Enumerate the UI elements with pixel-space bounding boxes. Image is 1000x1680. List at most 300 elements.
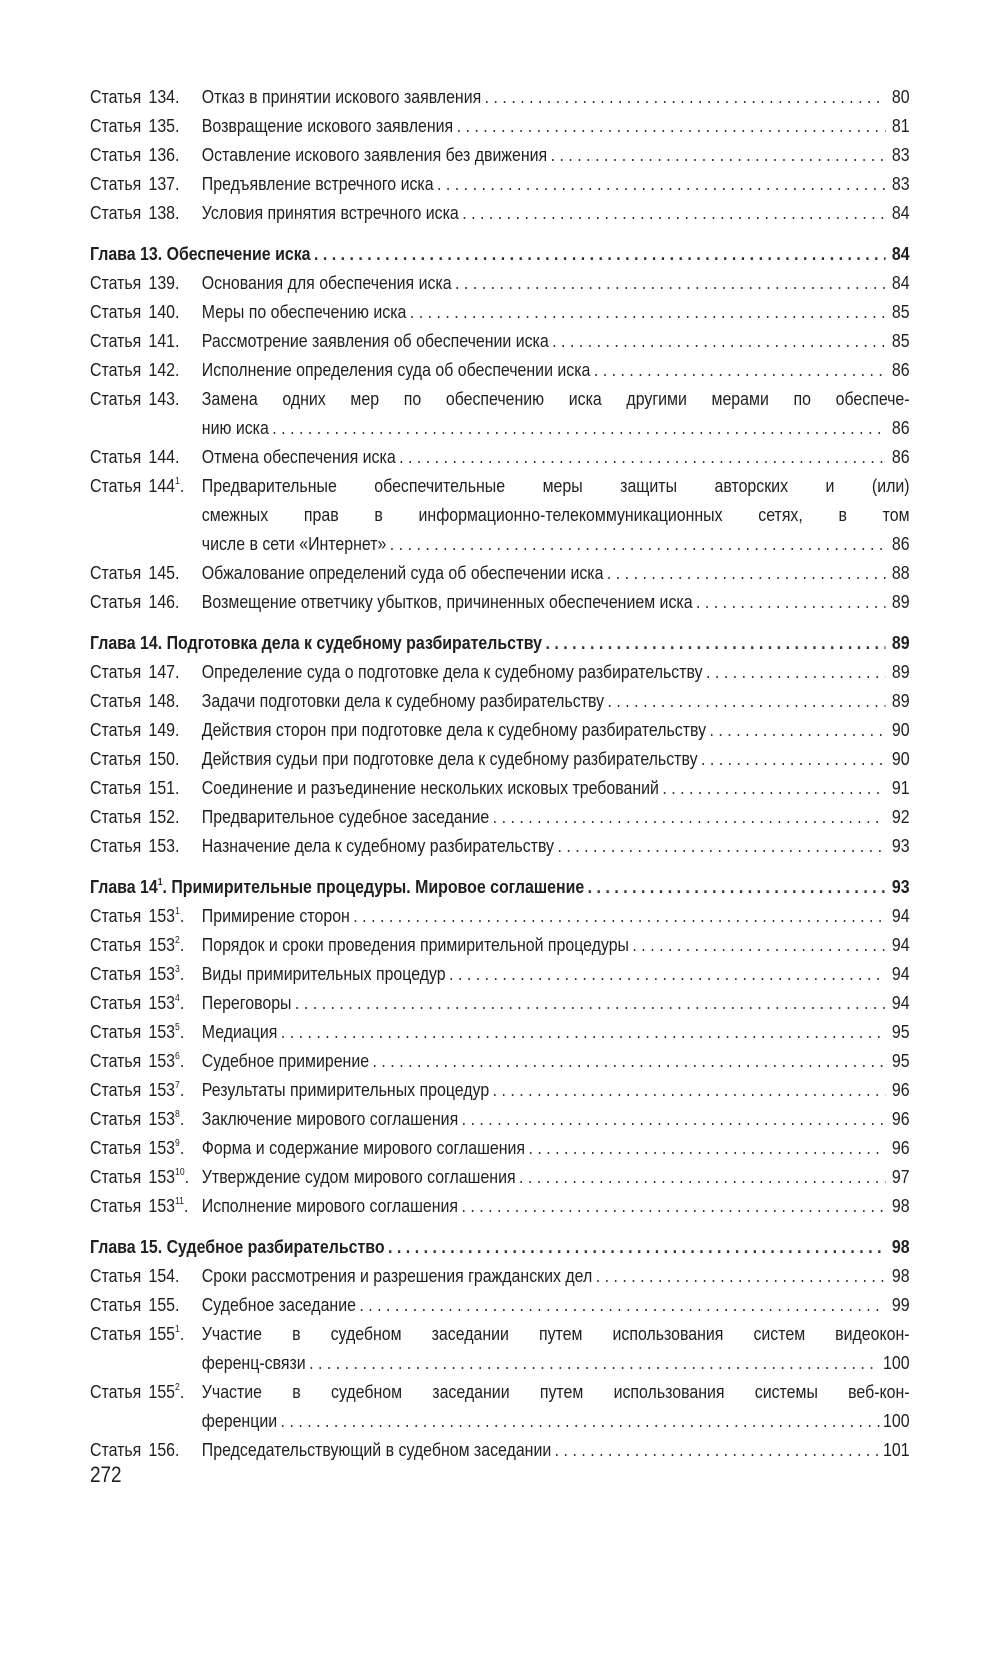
article-number: 140. [148, 301, 180, 322]
entry-body [202, 297, 910, 326]
dot-leader [528, 1133, 885, 1162]
page-ref[interactable]: 90 [891, 748, 910, 769]
entry-line [202, 1435, 910, 1464]
dot-leader [557, 831, 885, 860]
entry-line [202, 1133, 910, 1162]
article-entry[interactable] [90, 1290, 910, 1319]
article-entry[interactable] [90, 1017, 910, 1046]
article-number-value: 142 [148, 359, 176, 380]
article-label [90, 297, 202, 326]
article-number-value: 139 [148, 272, 176, 293]
page-ref[interactable]: 94 [891, 905, 910, 926]
article-superscript: 6 [175, 1051, 180, 1062]
article-label [90, 111, 202, 140]
entry-body [202, 657, 910, 686]
article-superscript: 1 [175, 906, 180, 917]
article-number: 149. [148, 719, 180, 740]
article-number-value: 148 [148, 690, 176, 711]
article-entry[interactable] [90, 297, 910, 326]
page-ref[interactable]: 81 [891, 115, 910, 136]
article-prefix: Статья [90, 446, 142, 467]
separator: . [157, 243, 167, 264]
article-prefix: Статья [90, 777, 142, 798]
entry-body [202, 930, 910, 959]
article-number-value: 153 [148, 934, 176, 955]
entry-body [202, 773, 910, 802]
page-ref[interactable]: 89 [891, 632, 910, 653]
dot-leader [309, 1348, 879, 1377]
article-superscript: 3 [175, 964, 180, 975]
entry-line [202, 930, 910, 959]
entry-line [202, 355, 910, 384]
page-ref[interactable]: 94 [891, 934, 910, 955]
article-title: Председательствующий в судебном заседании [201, 1439, 552, 1460]
article-title: Предварительное судебное заседание [201, 806, 490, 827]
article-number-value: 155 [148, 1381, 176, 1402]
page-ref[interactable]: 86 [891, 417, 910, 438]
article-prefix: Статья [90, 1294, 142, 1315]
entry-body [202, 587, 910, 616]
article-title: Примирение сторон [201, 905, 350, 926]
chapter-title: Обеспечение иска [166, 243, 311, 264]
article-title: Условия принятия встречного иска [201, 202, 459, 223]
entry-line [202, 1104, 910, 1133]
dot-leader [608, 686, 886, 715]
page-ref[interactable]: 100 [883, 1352, 910, 1373]
dot-leader [373, 1046, 886, 1075]
page-ref[interactable]: 91 [891, 777, 910, 798]
article-number-value: 138 [148, 202, 176, 223]
article-number-value: 147 [148, 661, 176, 682]
entry-body [202, 169, 910, 198]
article-entry[interactable] [90, 744, 910, 773]
entry-line [202, 1075, 910, 1104]
article-superscript: 9 [175, 1138, 180, 1149]
dot-leader [437, 169, 885, 198]
entry-line [202, 831, 910, 860]
article-number: 156. [148, 1439, 180, 1460]
entry-line [202, 413, 910, 442]
article-number: 146. [148, 591, 180, 612]
page-ref[interactable]: 86 [891, 533, 910, 554]
article-prefix: Статья [90, 272, 142, 293]
dot-leader [594, 355, 886, 384]
article-prefix: Статья [90, 1108, 142, 1129]
entry-body [202, 1133, 910, 1162]
article-entry[interactable] [90, 686, 910, 715]
article-prefix: Статья [90, 1381, 142, 1402]
article-title: Участие в судебном заседании путем использования системы веб-кон- [201, 1381, 910, 1402]
article-label [90, 831, 202, 860]
article-number-value: 153 [148, 1166, 176, 1187]
article-prefix: Статья [90, 1050, 142, 1071]
entry-line [202, 744, 910, 773]
article-title: Замена одних мер по обеспечению иска другими мерами по обеспече- [201, 388, 910, 409]
article-label [90, 1133, 202, 1162]
article-entry[interactable] [90, 1104, 910, 1133]
entry-body [202, 1075, 910, 1104]
dot-leader [295, 988, 886, 1017]
dot-leader [607, 558, 886, 587]
page-ref[interactable]: 100 [883, 1410, 910, 1431]
article-entry[interactable] [90, 355, 910, 384]
page-ref[interactable]: 96 [891, 1108, 910, 1129]
article-prefix: Статья [90, 905, 142, 926]
article-entry[interactable] [90, 930, 910, 959]
article-entry[interactable] [90, 831, 910, 860]
article-number: $153^{10}$. [148, 1166, 190, 1187]
article-prefix: Статья [90, 330, 142, 351]
article-title: Возмещение ответчику убытков, причиненных обеспечением иска [201, 591, 693, 612]
article-number-value: 144 [148, 446, 176, 467]
dot-leader [353, 901, 885, 930]
page-ref[interactable]: 80 [891, 86, 910, 107]
page-ref[interactable]: 95 [891, 1050, 910, 1071]
entry-body [202, 686, 910, 715]
article-title: Утверждение судом мирового соглашения [201, 1166, 516, 1187]
article-title: Исполнение определения суда об обеспечении иска [201, 359, 591, 380]
article-prefix: Статья [90, 690, 142, 711]
page-ref[interactable]: 90 [891, 719, 910, 740]
article-entry[interactable] [90, 988, 910, 1017]
article-entry[interactable] [90, 82, 910, 111]
article-prefix: Статья [90, 1079, 142, 1100]
page-ref[interactable]: 89 [891, 661, 910, 682]
article-number-value: 156 [148, 1439, 176, 1460]
separator: . [157, 632, 167, 653]
entry-line [202, 901, 910, 930]
article-title: Действия сторон при подготовке дела к судебному разбирательству [201, 719, 707, 740]
article-number: 136. [148, 144, 180, 165]
article-number-value: 153 [148, 835, 176, 856]
page-ref[interactable]: 86 [891, 446, 910, 467]
article-number-value: 153 [148, 905, 176, 926]
article-prefix: Статья [90, 992, 142, 1013]
article-label [90, 657, 202, 686]
page-ref[interactable]: 95 [891, 1021, 910, 1042]
article-entry[interactable] [90, 587, 910, 616]
article-title: Соединение и разъединение нескольких исковых требований [201, 777, 659, 798]
page-ref[interactable]: 89 [891, 690, 910, 711]
chapter-heading[interactable] [90, 239, 910, 268]
chapter-heading[interactable] [90, 872, 910, 901]
entry-body [202, 959, 910, 988]
article-label [90, 959, 202, 988]
article-prefix: Статья [90, 806, 142, 827]
article-superscript: 2 [175, 935, 180, 946]
page-ref[interactable]: 88 [891, 562, 910, 583]
article-superscript: 7 [175, 1080, 180, 1091]
chapter-heading[interactable] [90, 1232, 910, 1261]
page-ref[interactable]: 98 [891, 1195, 910, 1216]
entry-line [202, 326, 910, 355]
article-prefix: Статья [90, 144, 142, 165]
article-title: Форма и содержание мирового соглашения [201, 1137, 525, 1158]
article-number-value: 146 [148, 591, 176, 612]
chapter-number [90, 239, 167, 268]
entry-body [202, 1290, 910, 1319]
article-number: 155. [148, 1294, 180, 1315]
article-superscript: 5 [175, 1022, 180, 1033]
page-ref[interactable]: 99 [891, 1294, 910, 1315]
article-title: Исполнение мирового соглашения [201, 1195, 458, 1216]
article-title: Назначение дела к судебному разбирательству [201, 835, 555, 856]
entry-line [202, 802, 910, 831]
page-ref[interactable]: 96 [891, 1079, 910, 1100]
dot-leader [706, 657, 885, 686]
dot-leader [359, 1290, 885, 1319]
dot-leader [461, 1191, 885, 1220]
article-entry[interactable] [90, 1261, 910, 1290]
dot-leader [399, 442, 885, 471]
article-number-value: 134 [148, 86, 176, 107]
article-prefix: Статья [90, 388, 142, 409]
article-title: Порядок и сроки проведения примирительной процедуры [201, 934, 629, 955]
entry-line [202, 715, 910, 744]
dot-leader [588, 872, 886, 901]
page-ref[interactable]: 98 [891, 1236, 910, 1257]
article-entry[interactable] [90, 111, 910, 140]
article-label [90, 1075, 202, 1104]
article-prefix: Статья [90, 202, 142, 223]
chapter-superscript: 1 [157, 877, 163, 888]
chapter-title: Примирительные процедуры. Мировое соглашение [171, 876, 585, 897]
article-number-value: 145 [148, 562, 176, 583]
article-title: Отказ в принятии искового заявления [201, 86, 482, 107]
article-number-value: 141 [148, 330, 176, 351]
article-prefix: Статья [90, 86, 142, 107]
dot-leader [493, 802, 886, 831]
article-title: Задачи подготовки дела к судебному разбирательству [201, 690, 605, 711]
dot-leader [662, 773, 885, 802]
article-label [90, 355, 202, 384]
entry-line [202, 169, 910, 198]
article-label [90, 1017, 202, 1046]
article-label [90, 1435, 202, 1464]
page-ref[interactable]: 98 [891, 1265, 910, 1286]
article-entry[interactable] [90, 1191, 910, 1220]
entry-line [202, 500, 910, 529]
article-number-value: 144 [148, 475, 176, 496]
entry-body [202, 326, 910, 355]
article-entry[interactable] [90, 442, 910, 471]
article-entry[interactable] [90, 471, 910, 558]
article-number-value: 136 [148, 144, 176, 165]
article-entry[interactable] [90, 959, 910, 988]
article-label [90, 744, 202, 773]
article-label [90, 930, 202, 959]
article-entry[interactable] [90, 1319, 910, 1377]
entry-body [202, 111, 910, 140]
article-number: $144^1$. [148, 475, 185, 496]
article-entry[interactable] [90, 326, 910, 355]
page-ref[interactable]: 94 [891, 992, 910, 1013]
article-number: $153^9$. [148, 1137, 185, 1158]
article-number: 141. [148, 330, 180, 351]
article-number: 152. [148, 806, 180, 827]
article-label [90, 1290, 202, 1319]
entry-body [202, 831, 910, 860]
article-number: $153^3$. [148, 963, 185, 984]
article-title: Виды примирительных процедур [201, 963, 446, 984]
entry-body [202, 715, 910, 744]
page-ref[interactable]: 84 [891, 243, 910, 264]
page-ref[interactable]: 84 [891, 272, 910, 293]
entry-line [202, 1191, 910, 1220]
article-entry[interactable] [90, 715, 910, 744]
article-entry[interactable] [90, 802, 910, 831]
page-ref[interactable]: 94 [891, 963, 910, 984]
page-ref[interactable]: 85 [891, 330, 910, 351]
entry-line [202, 529, 910, 558]
article-title: Переговоры [201, 992, 292, 1013]
article-number: $153^6$. [148, 1050, 185, 1071]
entry-line [202, 1377, 910, 1406]
page-ref[interactable]: 93 [891, 835, 910, 856]
article-entry[interactable] [90, 558, 910, 587]
dot-leader [462, 198, 885, 227]
article-entry[interactable] [90, 268, 910, 297]
article-label [90, 1104, 202, 1133]
article-entry[interactable] [90, 1075, 910, 1104]
article-number-value: 153 [148, 1195, 176, 1216]
article-title: Возвращение искового заявления [201, 115, 454, 136]
dot-leader [462, 1104, 886, 1133]
article-label [90, 988, 202, 1017]
page-ref[interactable]: 97 [891, 1166, 910, 1187]
entry-line [202, 1017, 910, 1046]
article-prefix: Статья [90, 661, 142, 682]
article-superscript: 4 [175, 993, 180, 1004]
article-superscript: 10 [175, 1167, 185, 1178]
entry-body [167, 1232, 910, 1261]
article-title: Предъявление встречного иска [201, 173, 434, 194]
article-entry[interactable] [90, 1435, 910, 1464]
article-number-value: 155 [148, 1323, 176, 1344]
article-label [90, 169, 202, 198]
article-title: Основания для обеспечения иска [201, 272, 452, 293]
entry-line [202, 1261, 910, 1290]
article-entry[interactable] [90, 1133, 910, 1162]
entry-line [202, 268, 910, 297]
entry-line [202, 657, 910, 686]
chapter-label: Глава 14 [90, 632, 158, 653]
page-ref[interactable]: 92 [891, 806, 910, 827]
article-prefix: Статья [90, 934, 142, 955]
article-entry[interactable] [90, 1046, 910, 1075]
entry-line [202, 959, 910, 988]
entry-line [202, 384, 910, 413]
entry-body [202, 355, 910, 384]
article-entry[interactable] [90, 384, 910, 442]
article-number: $153^{11}$. [148, 1195, 189, 1216]
article-label [90, 1162, 202, 1191]
article-entry[interactable] [90, 773, 910, 802]
article-title: Оставление искового заявления без движения [201, 144, 548, 165]
page-ref[interactable]: 86 [891, 359, 910, 380]
article-label [90, 384, 202, 413]
entry-line [167, 1232, 910, 1261]
article-entry[interactable] [90, 1162, 910, 1191]
entry-line [202, 1046, 910, 1075]
page-ref[interactable]: 96 [891, 1137, 910, 1158]
article-title: Действия судьи при подготовке дела к судебному разбирательству [201, 748, 698, 769]
article-label [90, 82, 202, 111]
entry-body [202, 558, 910, 587]
article-number: 134. [148, 86, 180, 107]
article-number: 138. [148, 202, 180, 223]
page-ref[interactable]: 89 [891, 591, 910, 612]
entry-line [202, 1162, 910, 1191]
article-prefix: Статья [90, 562, 142, 583]
entry-line [202, 1290, 910, 1319]
chapter-heading[interactable] [90, 628, 910, 657]
chapter-label: Глава 13 [90, 243, 158, 264]
article-number: $153^2$. [148, 934, 185, 955]
article-entry[interactable] [90, 140, 910, 169]
article-number-value: 149 [148, 719, 176, 740]
article-entry[interactable] [90, 1377, 910, 1435]
article-label [90, 471, 202, 500]
article-label [90, 268, 202, 297]
page-ref[interactable]: 101 [883, 1439, 910, 1460]
chapter-number [90, 628, 167, 657]
page-ref[interactable]: 85 [891, 301, 910, 322]
entry-line [202, 773, 910, 802]
dot-leader [314, 239, 886, 268]
article-entry[interactable] [90, 169, 910, 198]
article-number: $153^5$. [148, 1021, 185, 1042]
article-prefix: Статья [90, 719, 142, 740]
article-number-value: 153 [148, 963, 176, 984]
page-ref[interactable]: 93 [891, 876, 910, 897]
separator: . [157, 1236, 167, 1257]
article-number: 144. [148, 446, 180, 467]
dot-leader [555, 1435, 880, 1464]
entry-body [202, 1191, 910, 1220]
article-title: Предварительные обеспечительные меры защиты авторских и (или) [201, 475, 910, 496]
dot-leader [281, 1406, 880, 1435]
article-title: Медиация [201, 1021, 278, 1042]
article-number-value: 153 [148, 1108, 176, 1129]
dot-leader [596, 1261, 886, 1290]
article-prefix: Статья [90, 1195, 142, 1216]
page-ref[interactable]: 84 [891, 202, 910, 223]
article-label [90, 326, 202, 355]
article-prefix: Статья [90, 1323, 142, 1344]
entry-line [202, 198, 910, 227]
dot-leader [493, 1075, 886, 1104]
dot-leader [710, 715, 886, 744]
article-number-value: 153 [148, 1050, 176, 1071]
article-entry[interactable] [90, 657, 910, 686]
article-entry[interactable] [90, 901, 910, 930]
dot-leader [701, 744, 886, 773]
page-ref[interactable]: 83 [891, 173, 910, 194]
entry-body [171, 872, 909, 901]
article-label [90, 686, 202, 715]
article-number: 142. [148, 359, 180, 380]
article-entry[interactable] [90, 198, 910, 227]
article-label [90, 1191, 202, 1220]
article-title: смежных прав в информационно-телекоммуникационных сетях, в том [201, 504, 910, 525]
article-prefix: Статья [90, 835, 142, 856]
article-number-value: 153 [148, 1137, 176, 1158]
article-label [90, 587, 202, 616]
page-ref[interactable]: 83 [891, 144, 910, 165]
article-number-value: 143 [148, 388, 176, 409]
article-number-value: 154 [148, 1265, 176, 1286]
